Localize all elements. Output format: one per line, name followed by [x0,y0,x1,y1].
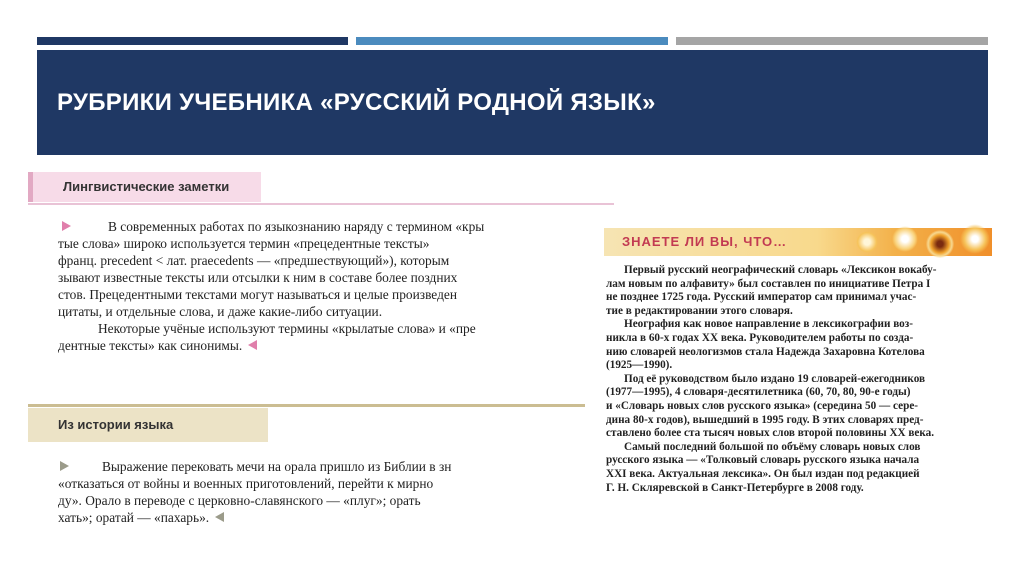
accent-bar-dark [37,37,348,45]
text-line: и «Словарь новых слов русского языка» (середина 50 — сере- [606,399,919,412]
text-line: ду». Орало в переводе с церковно-славянского — «плуг»; орать [58,493,421,508]
text-line: тие в редактировании этого словаря. [606,304,793,317]
header-rule [28,203,614,205]
text-line: нию словарей неологизмов стала Надежда Захаровна Котелова [606,345,925,358]
text-line: стов. Прецедентными текстами могут называться и целые произведен [58,287,457,302]
did-you-know-scan [598,224,992,524]
text-line: зывают известные тексты или отсылки к ним в составе более поздних [58,270,458,285]
text-line: Самый последний большой по объёму словарь новых слов [624,440,921,453]
language-history-scan [28,398,585,530]
text-line: ставлено более ста тысяч новых слов второй половины XX века. [606,427,935,440]
flower-ornament [856,231,878,253]
language-history-body [58,458,452,526]
language-history-header [28,408,268,442]
did-you-know-header [604,228,992,256]
text-line: лам новым по алфавиту» был составлен по инициативе Петра I [606,277,931,290]
accent-bar-gray [676,37,988,45]
text-line: не позднее 1725 года. Русский император сам принимал учас- [606,291,917,304]
text-line: Первый русский неографический словарь «Лексикон вокабу- [624,264,937,276]
linguistic-notes-header [28,172,261,202]
text-line: франц. precedent < лат. praecedents — «предшествующий»), которым [58,253,450,268]
flower-ornament [892,226,918,252]
linguistic-notes-header-label: Лингвистические заметки [63,179,230,194]
arrow-right-icon [62,221,71,231]
text-line: В современных работах по языкознанию наряду с термином «кры [108,219,485,234]
text-line: (1977—1995), 4 словаря-десятилетника (60, 70, 80, 90-е годы) [606,386,911,399]
accent-bar-blue [356,37,668,45]
text-line: цитаты, и отдельные слова, и даже какие-либо ситуации. [58,304,383,319]
text-line: (1925—1990). [606,359,673,372]
language-history-header-label: Из истории языка [58,417,174,432]
did-you-know-body [606,264,936,495]
linguistic-notes-scan [28,168,614,356]
text-line: дина 80-х годов), вышедший в 1995 году. В этих словарях пред- [606,413,924,426]
slide-title: РУБРИКИ УЧЕБНИКА «РУССКИЙ РОДНОЙ ЯЗЫК» [57,89,656,116]
arrow-left-icon [215,512,224,522]
text-line: Выражение перековать мечи на орала пришло из Библии в зн [102,459,452,474]
header-rule [28,404,585,407]
text-line: «отказаться от войны и военных приготовлений, перейти к мирно [58,476,434,491]
text-line: XXI века. Актуальная лексика». Он был издан под редакцией [606,467,920,480]
text-line: Неография как новое направление в лексикографии воз- [624,318,913,331]
text-line: Под её руководством было издано 19 словарей-ежегодников [624,372,926,385]
flower-ornament [926,230,954,258]
did-you-know-header-label: ЗНАЕТЕ ЛИ ВЫ, ЧТО… [622,234,788,249]
text-line: Некоторые учёные используют термины «крылатые слова» и «пре [98,321,476,336]
text-line: тые слова» широко используется термин «прецедентные тексты» [58,236,430,251]
arrow-left-icon [248,340,257,350]
flower-ornament [960,224,990,254]
text-line: русского языка — «Толковый словарь русского языка начала [606,454,920,467]
text-line-last: дентные тексты» как синонимы. [58,337,484,354]
title-banner [37,50,988,155]
text-line: Г. Н. Скляревской в Санкт-Петербурге в 2008 году. [606,481,864,494]
linguistic-notes-body [58,218,485,354]
arrow-right-icon [60,461,69,471]
text-line-last: хать»; оратай — «пахарь». [58,509,451,526]
text-line: никла в 60-х годах XX века. Руководителем работы по созда- [606,331,914,344]
